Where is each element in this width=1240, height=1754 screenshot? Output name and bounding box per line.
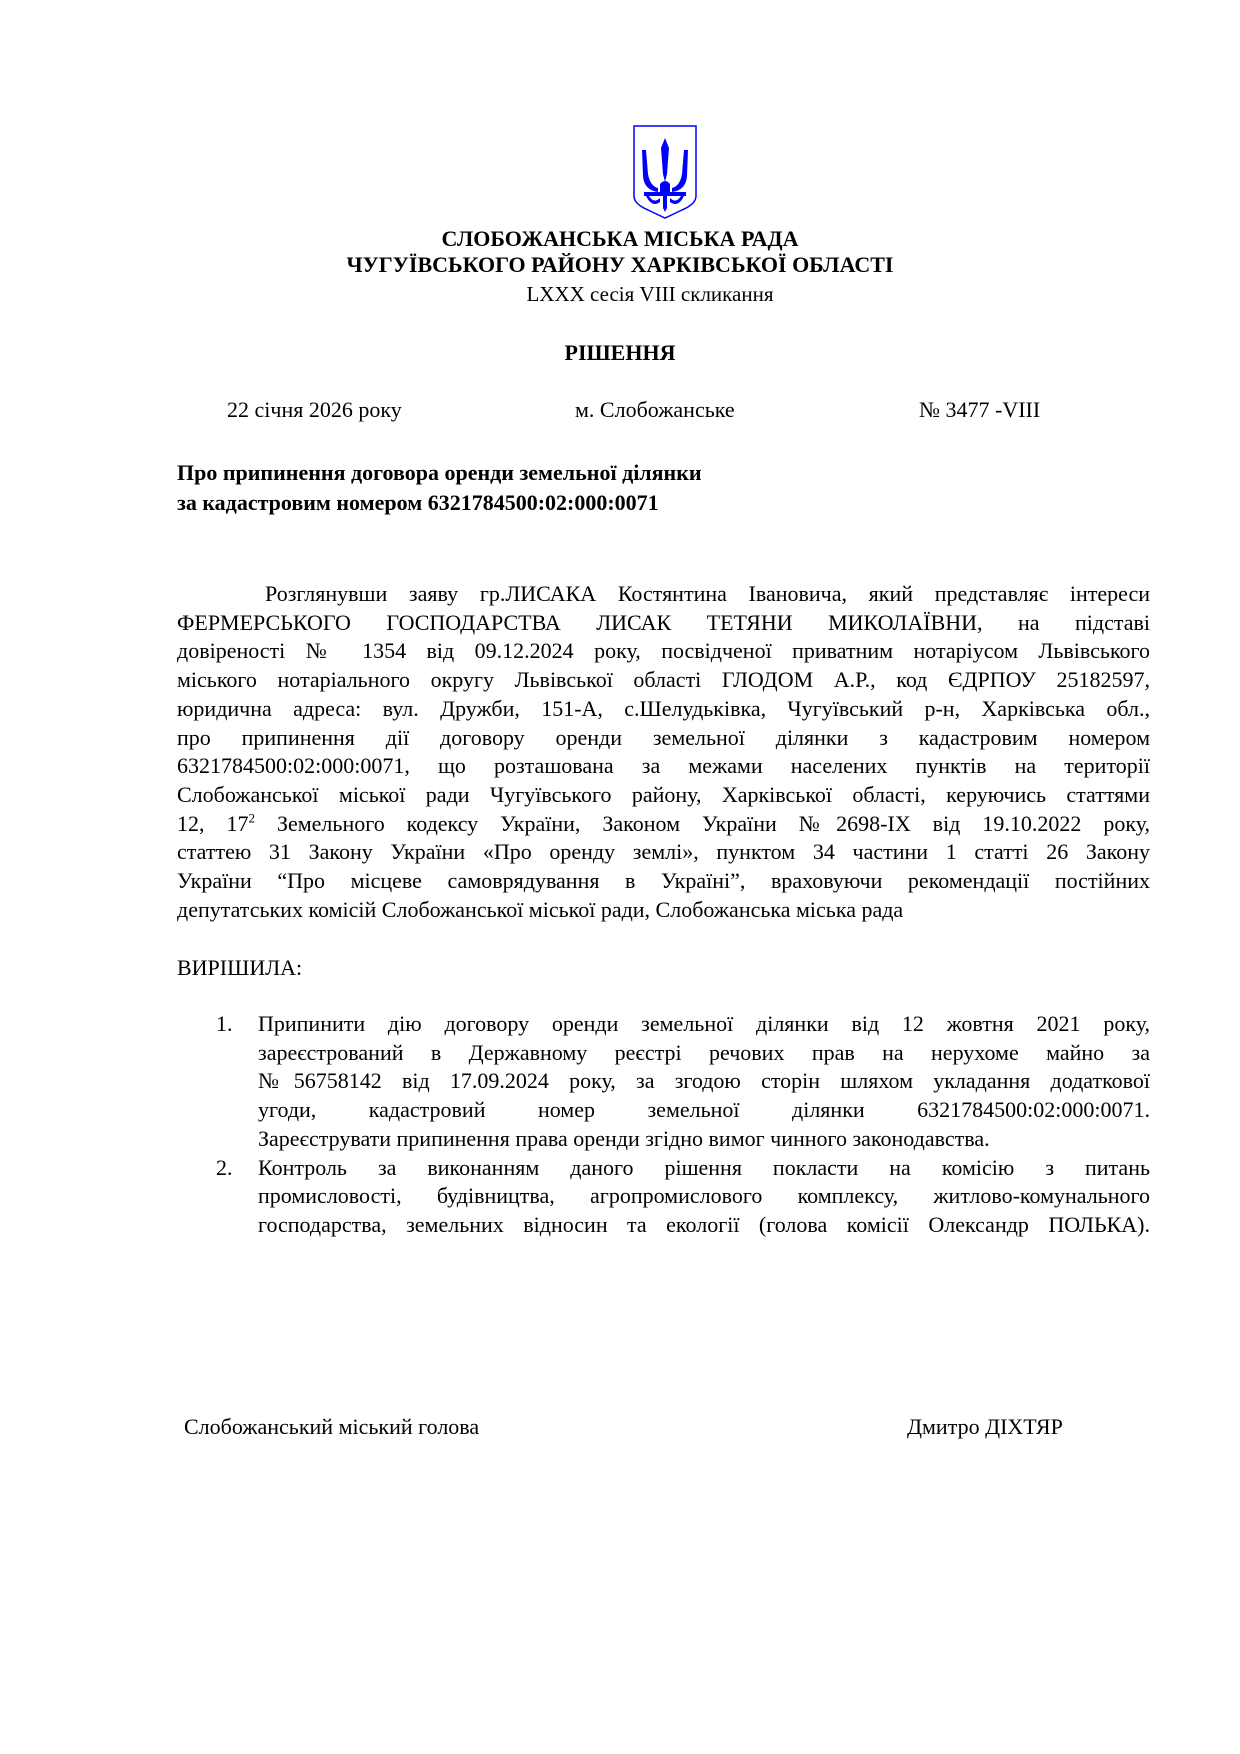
- session-label: LXXX сесія VIII скликання: [526, 282, 774, 306]
- subject-line: Про припинення договора оренди земельної ділянки: [177, 460, 702, 485]
- item-line: Зареєструвати припинення права оренди згідно вимог чинного законодавства.: [258, 1125, 990, 1151]
- preamble-line: ФЕРМЕРСЬКОГО ГОСПОДАРСТВА ЛИСАК ТЕТЯНИ МИКОЛАЇВНИ, на підставі: [177, 609, 1150, 635]
- item-line: Припинити дію договору оренди земельної ділянки від 12 жовтня 2021 року,: [258, 1011, 1150, 1036]
- signatory-title: Слобожанський міський голова: [184, 1414, 480, 1439]
- item-line: господарства, земельних відносин та екології (голова комісії Олександр ПОЛЬКА).: [258, 1211, 1150, 1237]
- preamble-line: 6321784500:02:000:0071, що розташована за межами населених пунктів на території: [177, 753, 1150, 779]
- decision-place: м. Слобожанське: [575, 397, 735, 422]
- item-number: 2.: [216, 1154, 233, 1180]
- district-name: ЧУГУЇВСЬКОГО РАЙОНУ ХАРКІВСЬКОЇ ОБЛАСТІ: [346, 252, 894, 277]
- decision-items: [216, 1010, 1150, 1240]
- item-line: Контроль за виконанням даного рішення покласти на комісію з питань: [258, 1154, 1150, 1180]
- preamble-line: України “Про місцеве самоврядування в Україні”, враховуючи рекомендації постійних: [177, 868, 1150, 894]
- document-type: РІШЕННЯ: [564, 340, 676, 365]
- article-ref: 12, 17: [177, 810, 249, 836]
- preamble: [177, 580, 1150, 924]
- decision-date: 22 січня 2026 року: [227, 397, 402, 422]
- preamble-line: довіреності № 1354 від 09.12.2024 року, посвідченої приватним нотаріусом Львівського: [177, 638, 1150, 664]
- council-name: СЛОБОЖАНСЬКА МІСЬКА РАДА: [441, 226, 799, 251]
- preamble-line: статтею 31 Закону України «Про оренду землі», пунктом 34 частини 1 статті 26 Закону: [177, 839, 1150, 865]
- item-line: зареєстрований в Державному реєстрі речових прав на нерухоме майно за: [258, 1039, 1150, 1065]
- decision-number: № 3477 -VIII: [919, 397, 1041, 422]
- decision-item: [216, 1154, 1150, 1240]
- article-ref-rest: Земельного кодексу України, Законом України №2698-IX від 19.10.2022 року,: [254, 810, 1151, 836]
- preamble-line: юридична адреса: вул. Дружби, 151-А, с.Шелудьківка, Чугуївський р-н, Харківська обл.,: [177, 695, 1150, 721]
- preamble-line: Розглянувши заяву гр.ЛИСАКА Костянтина Івановича, який представляє інтереси: [265, 581, 1150, 606]
- preamble-line: депутатських комісій Слобожанської міської ради, Слобожанська міська рада: [177, 896, 904, 922]
- signatory-name: Дмитро ДІХТЯР: [907, 1414, 1063, 1439]
- subject-line: за кадастровим номером 6321784500:02:000:0071: [177, 490, 659, 515]
- item-line: угоди, кадастровий номер земельної ділянки 6321784500:02:000:0071.: [258, 1097, 1150, 1123]
- item-line: промисловості, будівництва, агропромислового комплексу, житлово-комунального: [258, 1183, 1150, 1209]
- preamble-line: міського нотаріального округу Львівської області ГЛОДОМ А.Р., код ЄДРПОУ 25182597,: [177, 667, 1150, 693]
- article-superscript: 2: [248, 810, 255, 826]
- decision-item: [216, 1010, 1150, 1154]
- item-number: 1.: [216, 1011, 233, 1036]
- item-line: №56758142 від 17.09.2024 року, за згодою сторін шляхом укладання додаткової: [258, 1068, 1150, 1094]
- coat-of-arms-icon: [632, 124, 698, 220]
- preamble-line: [177, 810, 1150, 839]
- decided-label: ВИРІШИЛА:: [177, 955, 303, 980]
- preamble-line: Слобожанської міської ради Чугуївського району, Харківської області, керуючись статтями: [177, 781, 1150, 807]
- preamble-line: про припинення дії договору оренди земельної ділянки з кадастровим номером: [177, 724, 1150, 750]
